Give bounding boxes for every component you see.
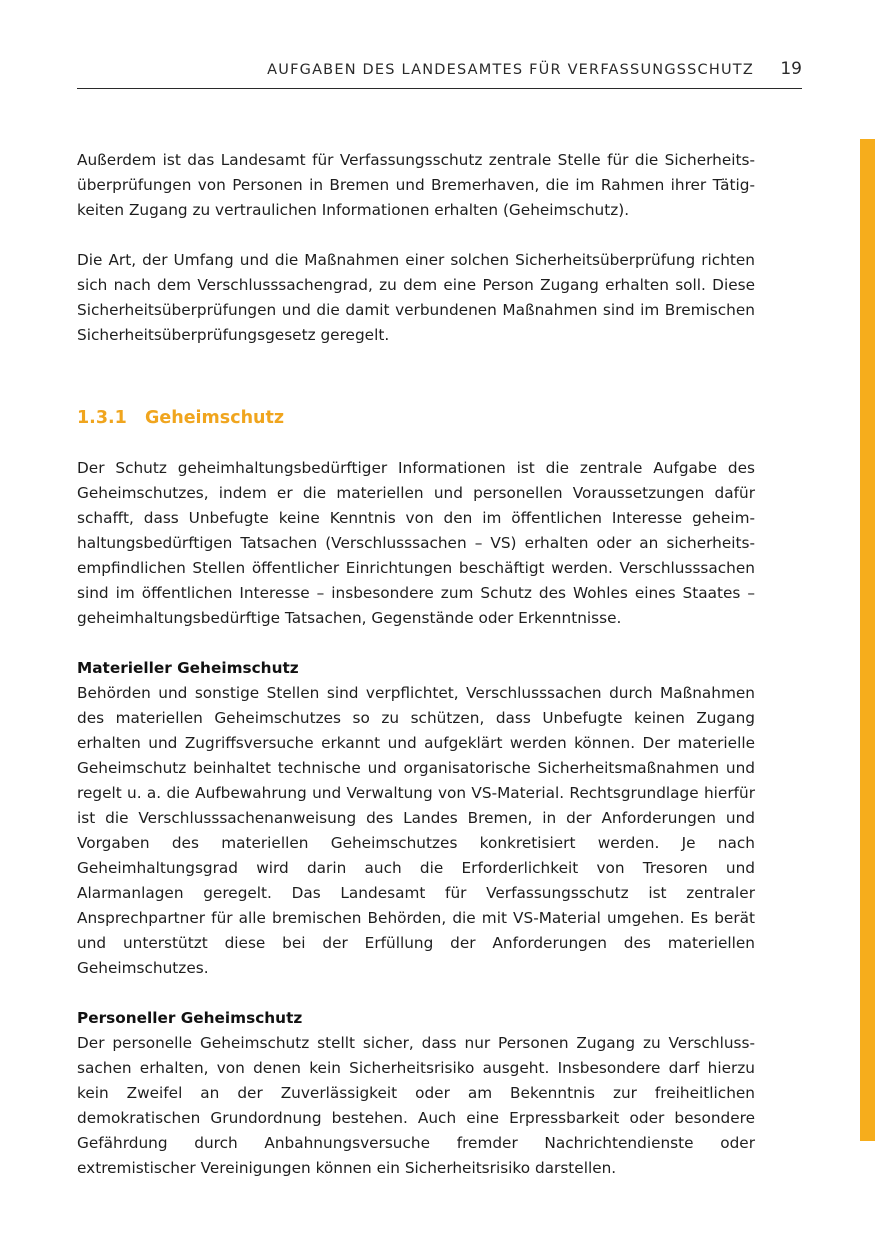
- running-header-title: AUFGABEN DES LANDESAMTES FÜR VERFASSUNGSSCHUTZ: [267, 62, 754, 78]
- section-heading: [77, 406, 755, 431]
- intro-paragraph-2: Die Art, der Umfang und die Maßnahmen einer solchen Sicherheitsüberprüfung richten sich nach dem Verschlusssachengrad, zu dem eine Person Zugang erhalten soll. Diese Sicherheitsüberprüfungen und die damit verbundenen Maßnahmen sind im Bremischen Sicherheitsüberprüfungsgesetz geregelt.: [77, 251, 755, 344]
- running-header: [77, 58, 802, 89]
- spacer: [77, 631, 755, 656]
- personell-heading: Personeller Geheimschutz: [77, 1009, 303, 1027]
- spacer: [77, 223, 755, 248]
- page-number: 19: [780, 59, 802, 79]
- spacer: [77, 981, 755, 1006]
- section-title: Geheimschutz: [145, 408, 285, 428]
- intro-paragraph-1: Außerdem ist das Landesamt für Verfassungsschutz zentrale Stelle für die Sicherheitsüberprüfungen von Personen in Bremen und Bremerhaven, die im Rahmen ihrer Tätigkeiten Zugang zu vertraulichen Informationen erhalten (Geheimschutz).: [77, 151, 755, 219]
- section-number: 1.3.1: [77, 408, 127, 428]
- section-paragraph: Der Schutz geheimhaltungsbedürftiger Informationen ist die zentrale Aufgabe des Geheimschutzes, indem er die materiellen und personellen Voraussetzungen dafür schafft, dass Unbefugte keine Kenntnis von den im öffentlichen Interesse geheimhaltungsbedürftigen Tatsachen (Verschlusssachen – VS) erhalten oder an sicherheitsempfindlichen Stellen öffentlicher Einrichtungen beschäftigt werden. Verschlusssachen sind im öffentlichen Interesse – insbesondere zum Schutz des Wohles eines Staates – geheimhaltungsbedürftige Tatsachen, Gegenstände oder Erkenntnisse.: [77, 459, 755, 627]
- materiell-paragraph: Behörden und sonstige Stellen sind verpflichtet, Verschlusssachen durch Maßnahmen des materiellen Geheimschutzes so zu schützen, dass Unbefugte keinen Zugang erhalten und Zugriffsversuche erkannt und aufgeklärt werden können. Der materielle Geheimschutz beinhaltet technische und organisatorische Sicherheitsmaßnahmen und regelt u. a. die Aufbewahrung und Verwaltung von VS-Material. Rechtsgrundlage hierfür ist die Verschlusssachenanweisung des Landes Bremen, in der Anforderungen und Vorgaben des materiellen Geheimschutzes konkretisiert werden. Je nach Geheimhaltungsgrad wird darin auch die Erforderlichkeit von Tresoren und Alarmanlagen geregelt. Das Landesamt für Verfassungsschutz ist zentraler Ansprechpartner für alle bremischen Behörden, die mit VS-Material umgehen. Es berät und unterstützt diese bei der Erfüllung der Anforderungen des materiellen Geheimschutzes.: [77, 684, 755, 977]
- spacer: [77, 431, 755, 456]
- spacer: [77, 348, 755, 406]
- page-body: [77, 148, 755, 1181]
- personell-paragraph: Der personelle Geheimschutz stellt sicher, dass nur Personen Zugang zu Verschlusssachen erhalten, von denen kein Sicherheitsrisiko ausgeht. Insbesondere darf hierzu kein Zweifel an der Zuverlässigkeit oder am Bekenntnis zur freiheitlichen demokratischen Grundordnung bestehen. Auch eine Erpressbarkeit oder besondere Gefährdung durch Anbahnungsversuche fremder Nachrichtendienste oder extremistischer Vereinigungen können ein Sicherheitsrisiko darstellen.: [77, 1034, 755, 1177]
- side-accent-bar: [860, 139, 875, 1141]
- materiell-heading: Materieller Geheimschutz: [77, 659, 299, 677]
